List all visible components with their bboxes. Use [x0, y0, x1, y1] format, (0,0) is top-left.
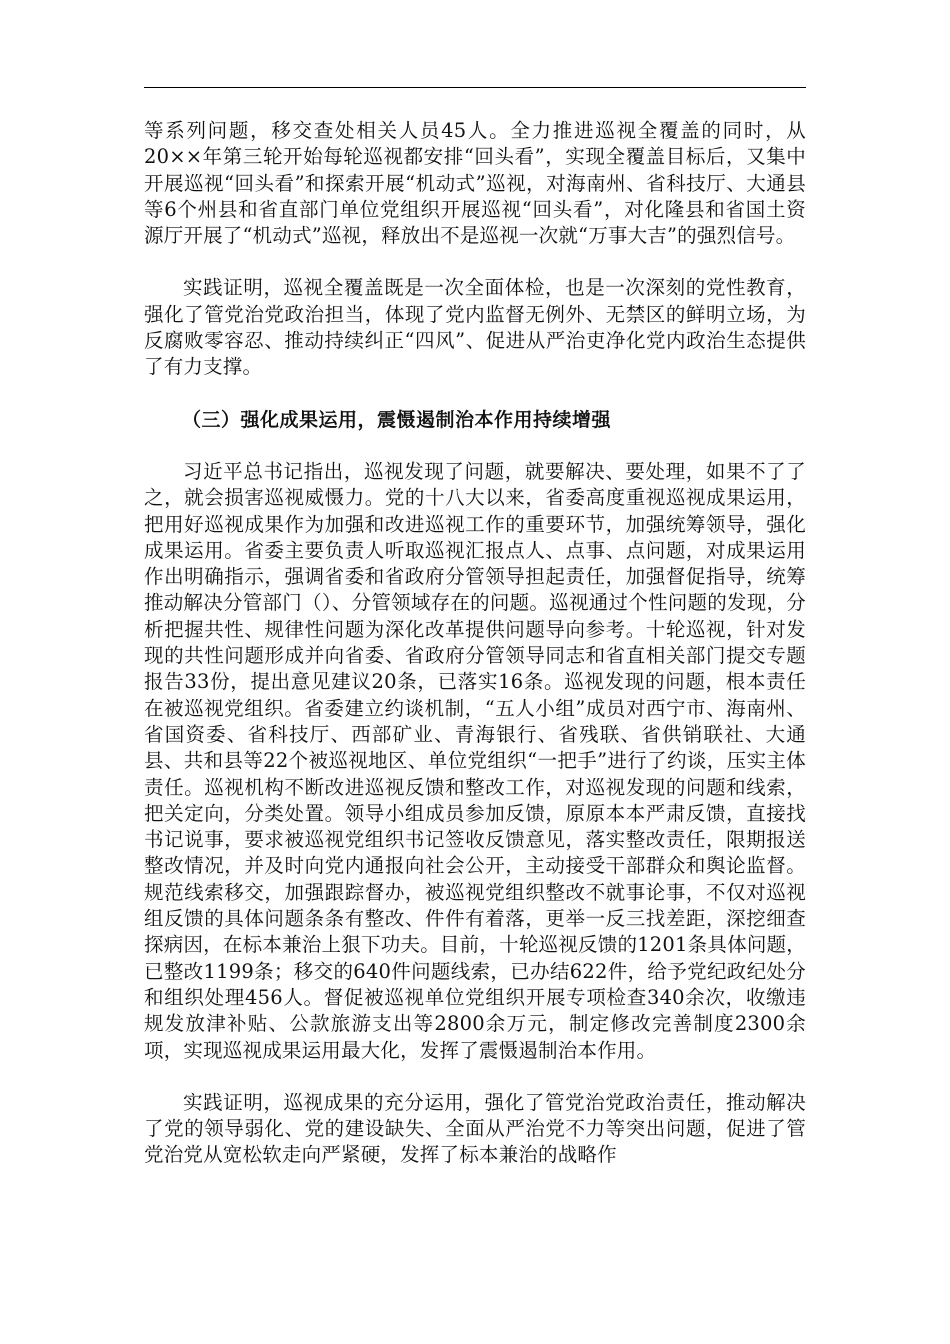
paragraph-practice-proof-2: 实践证明，巡视成果的充分运用，强化了管党治党政治责任，推动解决了党的领导弱化、党的建设缺失、全面从严治党不力等突出问题，促进了管党治党从宽松软走向严紧硬，发挥了标本兼治的战略作 [144, 1090, 806, 1167]
section-heading: （三）强化成果运用，震慑遏制治本作用持续增强 [182, 408, 612, 431]
paragraph-gap [144, 249, 806, 275]
paragraph-continued: 等系列问题，移交查处相关人员45人。全力推进巡视全覆盖的同时，从20××年第三轮开始每轮巡视都安排“回头看”，实现全覆盖目标后，又集中开展巡视“回头看”和探索开展“机动式”巡视，对海南州、省科技厅、大通县等6个州县和省直部门单位党组织开展巡视“回头看”，对化隆县和省国土资源厅开展了“机动式”巡视，释放出不是巡视一次就“万事大吉”的强烈信号。 [144, 119, 806, 248]
header-rule [144, 87, 806, 88]
paragraph-gap [144, 381, 806, 407]
paragraph-results-usage: 习近平总书记指出，巡视发现了问题，就要解决、要处理，如果不了了之，就会损害巡视威慑力。党的十八大以来，省委高度重视巡视成果运用，把用好巡视成果作为加强和改进巡视工作的重要环节，加强统筹领导，强化成果运用。省委主要负责人听取巡视汇报点人、点事、点问题，对成果运用作出明确指示，强调省委和省政府分管领导担起责任，加强督促指导，统筹推动解决分管部门（）、分管领域存在的问题。巡视通过个性问题的发现，分析把握共性、规律性问题为深化改革提供问题导向参考。十轮巡视，针对发现的共性问题形成并向省委、省政府分管领导同志和省直相关部门提交专题报告33份，提出意见建议20条，已落实16条。巡视发现的问题，根本责任在被巡视党组织。省委建立约谈机制，“五人小组”成员对西宁市、海南州、省国资委、省科技厅、西部矿业、青海银行、省残联、省供销联社、大通县、共和县等22个被巡视地区、单位党组织“一把手”进行了约谈，压实主体责任。巡视机构不断改进巡视反馈和整改工作，对巡视发现的问题和线索，把关定向，分类处置。领导小组成员参加反馈，原原本本严肃反馈，直接找书记说事，要求被巡视党组织书记签收反馈意见，落实整改责任，限期报送整改情况，并及时向党内通报向社会公开，主动接受干部群众和舆论监督。规范线索移交，加强跟踪督办，被巡视党组织整改不就事论事，不仅对巡视组反馈的具体问题条条有整改、件件有着落，更举一反三找差距，深挖细查探病因，在标本兼治上狠下功夫。目前，十轮巡视反馈的1201条具体问题，已整改1199条；移交的640件问题线索，已办结622件，给予党纪政纪处分和组织处理456人。督促被巡视单位党组织开展专项检查340余次，收缴违规发放津补贴、公款旅游支出等2800余万元，制定修改完善制度2300余项，实现巡视成果运用最大化，发挥了震慑遏制治本作用。 [144, 459, 806, 1062]
document-body [144, 118, 806, 1169]
paragraph-gap [144, 1064, 806, 1090]
paragraph-gap [144, 433, 806, 459]
paragraph-practice-proof-1: 实践证明，巡视全覆盖既是一次全面体检，也是一次深刻的党性教育，强化了管党治党政治担当，体现了党内监督无例外、无禁区的鲜明立场，为反腐败零容忍、推动持续纠正“四风”、促进从严治吏净化党内政治生态提供了有力支撑。 [144, 276, 806, 379]
